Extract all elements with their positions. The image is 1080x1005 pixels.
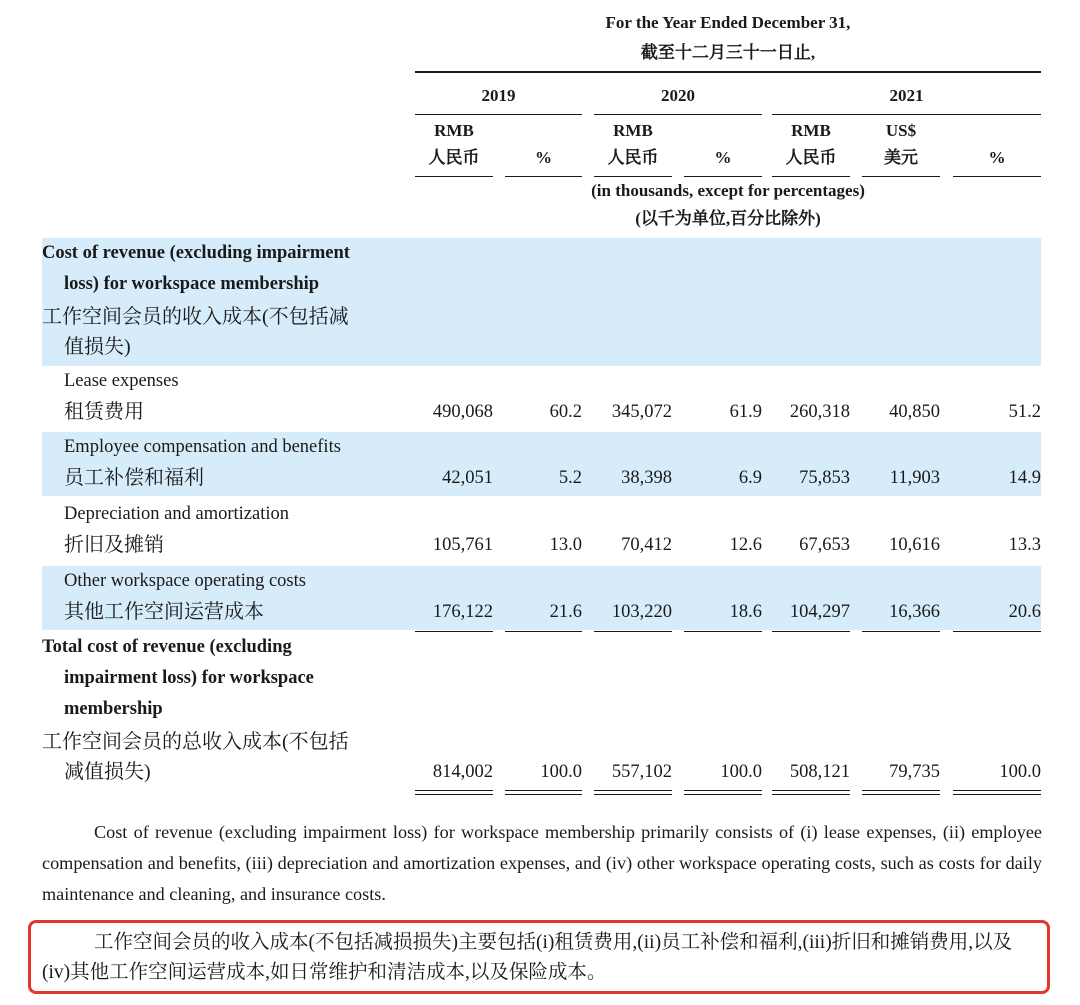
table-cell: 104,297 — [789, 602, 850, 622]
table-cell: 103,220 — [611, 602, 672, 622]
table-cell: 70,412 — [621, 535, 672, 555]
section-title: loss) for workspace membership — [64, 274, 320, 294]
total-double-rule — [594, 790, 672, 795]
row-label-employee: Employee compensation and benefits — [64, 437, 341, 457]
row-label-other: Other workspace operating costs — [64, 571, 306, 591]
total-label: membership — [64, 699, 163, 719]
table-cell: 42,051 — [442, 468, 493, 488]
col-rule — [594, 176, 672, 177]
total-label: Total cost of revenue (excluding — [42, 637, 292, 657]
subtotal-rule — [772, 631, 850, 632]
total-double-rule — [953, 790, 1041, 795]
table-cell: 61.9 — [729, 402, 762, 422]
row-label-lease: Lease expenses — [64, 371, 179, 391]
table-cell: 12.6 — [729, 535, 762, 555]
table-cell: 14.9 — [1008, 468, 1041, 488]
total-cell: 100.0 — [720, 762, 762, 782]
row-label-depreciation-zh: 折旧及摊销 — [64, 534, 164, 556]
period-heading-zh: 截至十二月三十一日止, — [640, 43, 816, 62]
table-cell: 40,850 — [889, 402, 940, 422]
row-label-lease-zh: 租赁费用 — [64, 401, 144, 423]
table-cell: 260,318 — [789, 402, 850, 422]
unit-note-zh: (以千为单位,百分比除外) — [635, 209, 821, 228]
section-title: Cost of revenue (excluding impairment — [42, 243, 350, 263]
year-rule-2019 — [415, 114, 582, 115]
table-cell: 67,653 — [799, 535, 850, 555]
total-cell: 79,735 — [889, 762, 940, 782]
total-double-rule — [772, 790, 850, 795]
total-cell: 557,102 — [611, 762, 672, 782]
col-2020-rmb: RMB — [613, 121, 653, 140]
total-label-zh: 工作空间会员的总收入成本(不包括 — [42, 731, 349, 753]
paragraph-en: Cost of revenue (excluding impairment loss) for workspace membership primarily consists of (i) lease expenses, (ii) employee compensation and benefits, (iii) depreciation and amortization expenses, and (iv) other workspace operating costs, such as costs for daily maintenance and cleaning, and insurance costs. — [42, 822, 1042, 904]
table-cell: 5.2 — [558, 468, 582, 488]
table-cell: 21.6 — [549, 602, 582, 622]
table-cell: 13.3 — [1008, 535, 1041, 555]
total-label-zh: 减值损失) — [64, 761, 151, 783]
subtotal-rule — [505, 631, 582, 632]
table-cell: 75,853 — [799, 468, 850, 488]
subtotal-rule — [594, 631, 672, 632]
unit-note-en: (in thousands, except for percentages) — [591, 181, 865, 200]
col-2021-pct: % — [988, 148, 1006, 167]
table-cell: 345,072 — [611, 402, 672, 422]
col-rule — [684, 176, 762, 177]
total-double-rule — [415, 790, 493, 795]
table-cell: 490,068 — [432, 402, 493, 422]
table-cell: 18.6 — [729, 602, 762, 622]
col-2019-rmb: RMB — [434, 121, 474, 140]
header-rule — [415, 71, 1041, 73]
col-2021-rmb: RMB — [791, 121, 831, 140]
section-title-zh: 工作空间会员的收入成本(不包括减 — [42, 306, 349, 328]
year-rule-2021 — [772, 114, 1041, 115]
col-2021-usd: US$ — [885, 121, 917, 140]
row-label-employee-zh: 员工补偿和福利 — [64, 467, 204, 489]
col-rule — [415, 176, 493, 177]
table-cell: 6.9 — [738, 468, 762, 488]
col-2020-rmb-zh: 人民币 — [607, 148, 659, 167]
row-label-depreciation: Depreciation and amortization — [64, 504, 289, 524]
col-2020-pct: % — [714, 148, 732, 167]
table-cell: 11,903 — [889, 468, 940, 488]
table-cell: 13.0 — [549, 535, 582, 555]
total-double-rule — [505, 790, 582, 795]
subtotal-rule — [862, 631, 940, 632]
year-rule-2020 — [594, 114, 762, 115]
table-cell: 60.2 — [549, 402, 582, 422]
year-2021: 2021 — [889, 86, 924, 105]
total-cell: 100.0 — [540, 762, 582, 782]
subtotal-rule — [953, 631, 1041, 632]
table-cell: 176,122 — [432, 602, 493, 622]
table-cell: 38,398 — [621, 468, 672, 488]
col-rule — [505, 176, 582, 177]
total-label: impairment loss) for workspace — [64, 668, 314, 688]
table-cell: 20.6 — [1008, 602, 1041, 622]
table-cell: 10,616 — [889, 535, 940, 555]
row-label-other-zh: 其他工作空间运营成本 — [64, 601, 264, 623]
col-2021-rmb-zh: 人民币 — [785, 148, 837, 167]
col-2019-pct: % — [535, 148, 552, 167]
year-2019: 2019 — [481, 86, 516, 105]
col-rule — [772, 176, 850, 177]
col-rule — [862, 176, 940, 177]
subtotal-rule — [684, 631, 762, 632]
table-cell: 16,366 — [889, 602, 940, 622]
year-2020: 2020 — [661, 86, 695, 105]
total-double-rule — [684, 790, 762, 795]
table-cell: 51.2 — [1008, 402, 1041, 422]
section-title-zh: 值损失) — [64, 336, 131, 358]
subtotal-rule — [415, 631, 493, 632]
total-double-rule — [862, 790, 940, 795]
table-cell: 105,761 — [432, 535, 493, 555]
total-cell: 100.0 — [999, 762, 1041, 782]
period-heading-en: For the Year Ended December 31, — [605, 13, 851, 32]
col-rule — [953, 176, 1041, 177]
paragraph-zh: 工作空间会员的收入成本(不包括减损损失)主要包括(i)租赁费用,(ii)员工补偿和福利,(iii)折旧和摊销费用,以及(iv)其他工作空间运营成本,如日常维护和清洁成本,以及保险成本。 — [42, 932, 1013, 983]
col-2019-rmb-zh: 人民币 — [428, 148, 480, 167]
total-cell: 814,002 — [432, 762, 493, 782]
total-cell: 508,121 — [789, 762, 850, 782]
col-2021-usd-zh: 美元 — [884, 148, 918, 167]
